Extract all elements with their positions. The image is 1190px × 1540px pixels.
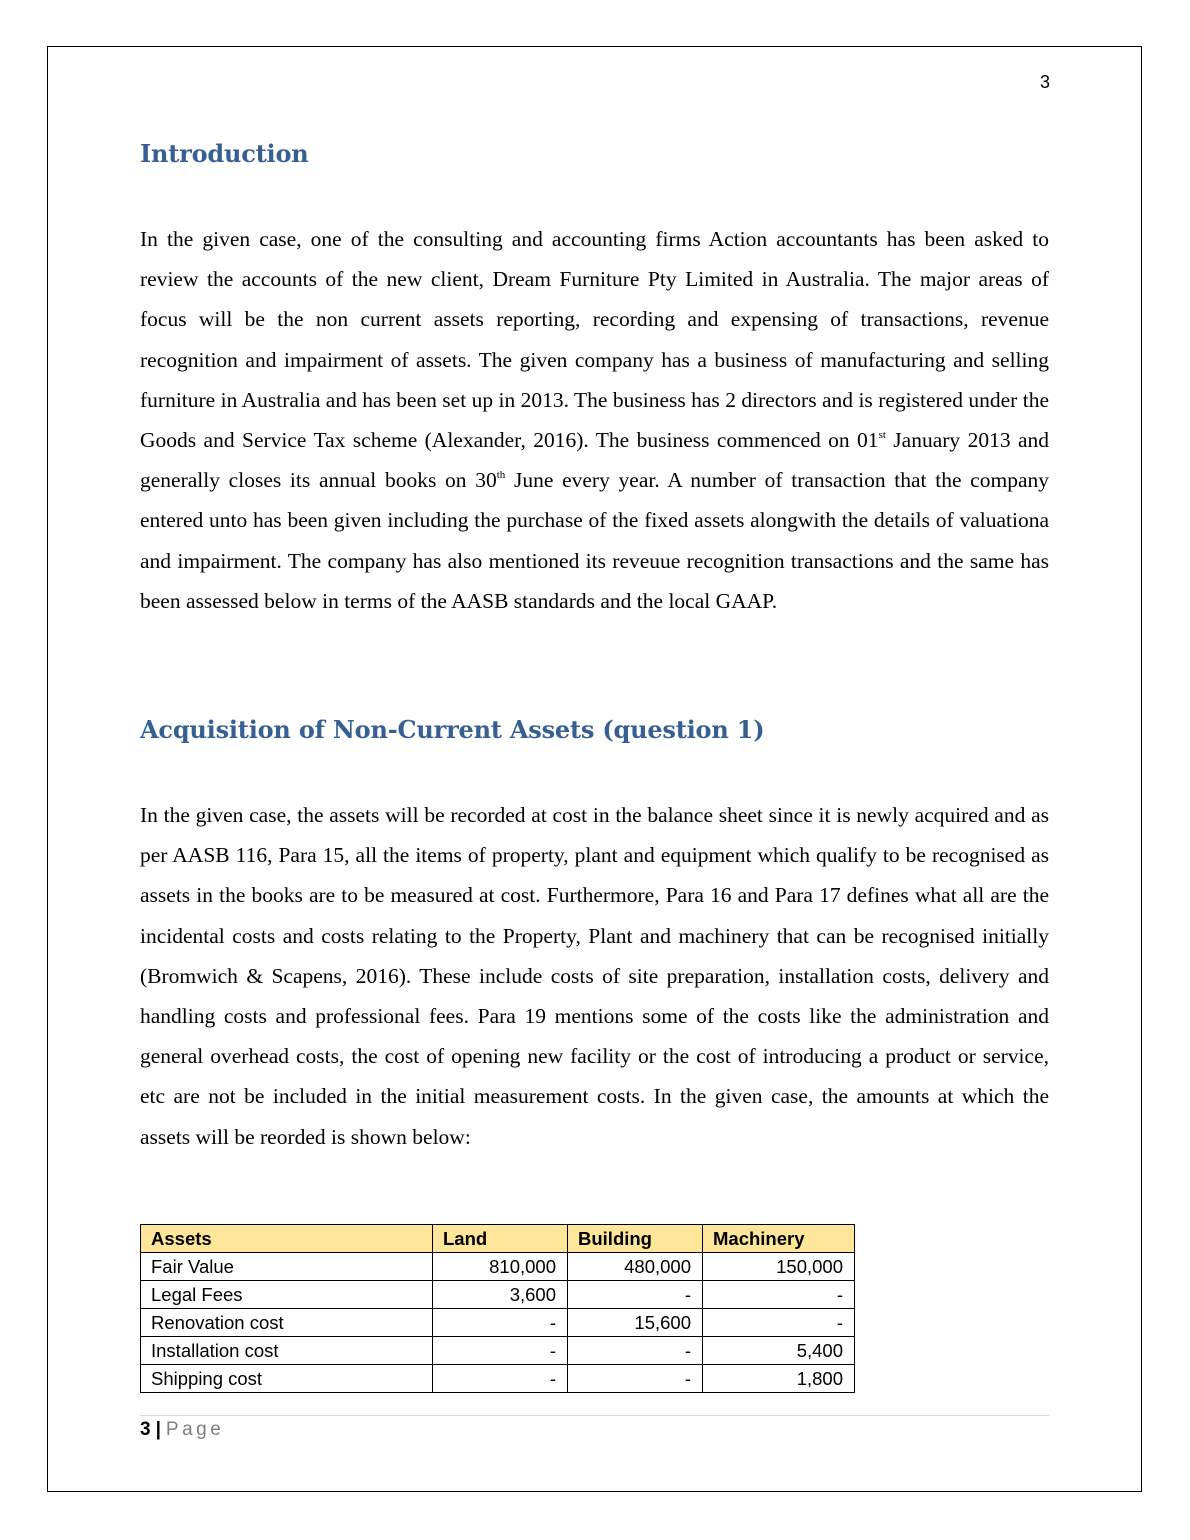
table-cell: - [568, 1365, 703, 1393]
table-header-row [141, 1225, 855, 1253]
footer-divider [140, 1415, 1049, 1416]
footer-separator: | [155, 1419, 161, 1440]
table-cell: 150,000 [703, 1253, 855, 1281]
introduction-body [140, 219, 1049, 621]
table-row [141, 1337, 855, 1365]
table-cell: 15,600 [568, 1309, 703, 1337]
footer-page-number: 3 [140, 1419, 151, 1440]
section-introduction [140, 139, 1049, 168]
table-header-cell: Building [568, 1225, 703, 1253]
table-cell: Renovation cost [141, 1309, 433, 1337]
table-header-cell: Land [433, 1225, 568, 1253]
paragraph: In the given case, one of the consulting and accounting firms Action accountants has been asked to review the accounts of the new client, Dream Furniture Pty Limited in Australia. The major areas of focus will be the non current assets reporting, recording and expensing of transactions, revenue recognition and impairment of assets. The given company has a business of manufacturing and selling furniture in Australia and has been set up in 2013. The business has 2 directors and is registered under the Goods and Service Tax scheme (Alexander, 2016). The business commenced on 01st January 2013 and generally closes its annual books on 30th June every year. A number of transaction that the company entered unto has been given including the purchase of the fixed assets alongwith the details of valuationa and impairment. The company has also mentioned its reveuue recognition transactions and the same has been assessed below in terms of the AASB standards and the local GAAP. [140, 227, 1050, 613]
table-cell: Legal Fees [141, 1281, 433, 1309]
table-cell: Fair Value [141, 1253, 433, 1281]
footer-page-label: Page [165, 1419, 225, 1440]
table-cell: - [703, 1281, 855, 1309]
acquisition-body [140, 795, 1049, 1157]
page-footer [140, 1419, 224, 1441]
table-header-cell: Assets [141, 1225, 433, 1253]
table-cell: - [433, 1337, 568, 1365]
table-cell: - [568, 1337, 703, 1365]
table-cell: Installation cost [141, 1337, 433, 1365]
table-cell: 480,000 [568, 1253, 703, 1281]
table-header-cell: Machinery [703, 1225, 855, 1253]
header-page-number: 3 [1039, 72, 1050, 92]
table-row [141, 1281, 855, 1309]
table-cell: 1,800 [703, 1365, 855, 1393]
paragraph: In the given case, the assets will be recorded at cost in the balance sheet since it is newly acquired and as per AASB 116, Para 15, all the items of property, plant and equipment which qualify to be recognised as assets in the books are to be measured at cost. Furthermore, Para 16 and Para 17 defines what all are the incidental costs and costs relating to the Property, Plant and machinery that can be recognised initially (Bromwich & Scapens, 2016). These include costs of site preparation, installation costs, delivery and handling costs and professional fees. Para 19 mentions some of the costs like the administration and general overhead costs, the cost of opening new facility or the cost of introducing a product or service, etc are not be included in the initial measurement costs. In the given case, the amounts at which the assets will be reorded is shown below: [140, 803, 1049, 1149]
section-heading: Introduction [140, 139, 309, 168]
section-heading: Acquisition of Non-Current Assets (question 1) [140, 715, 765, 744]
table-cell: 5,400 [703, 1337, 855, 1365]
assets-table [140, 1224, 855, 1393]
table-cell: 810,000 [433, 1253, 568, 1281]
table-cell: - [433, 1309, 568, 1337]
section-acquisition [140, 715, 1049, 744]
table-cell: Shipping cost [141, 1365, 433, 1393]
table-cell: - [433, 1365, 568, 1393]
table-cell: 3,600 [433, 1281, 568, 1309]
table-row [141, 1253, 855, 1281]
table-row [141, 1309, 855, 1337]
table-row [141, 1365, 855, 1393]
table-cell: - [568, 1281, 703, 1309]
table-cell: - [703, 1309, 855, 1337]
